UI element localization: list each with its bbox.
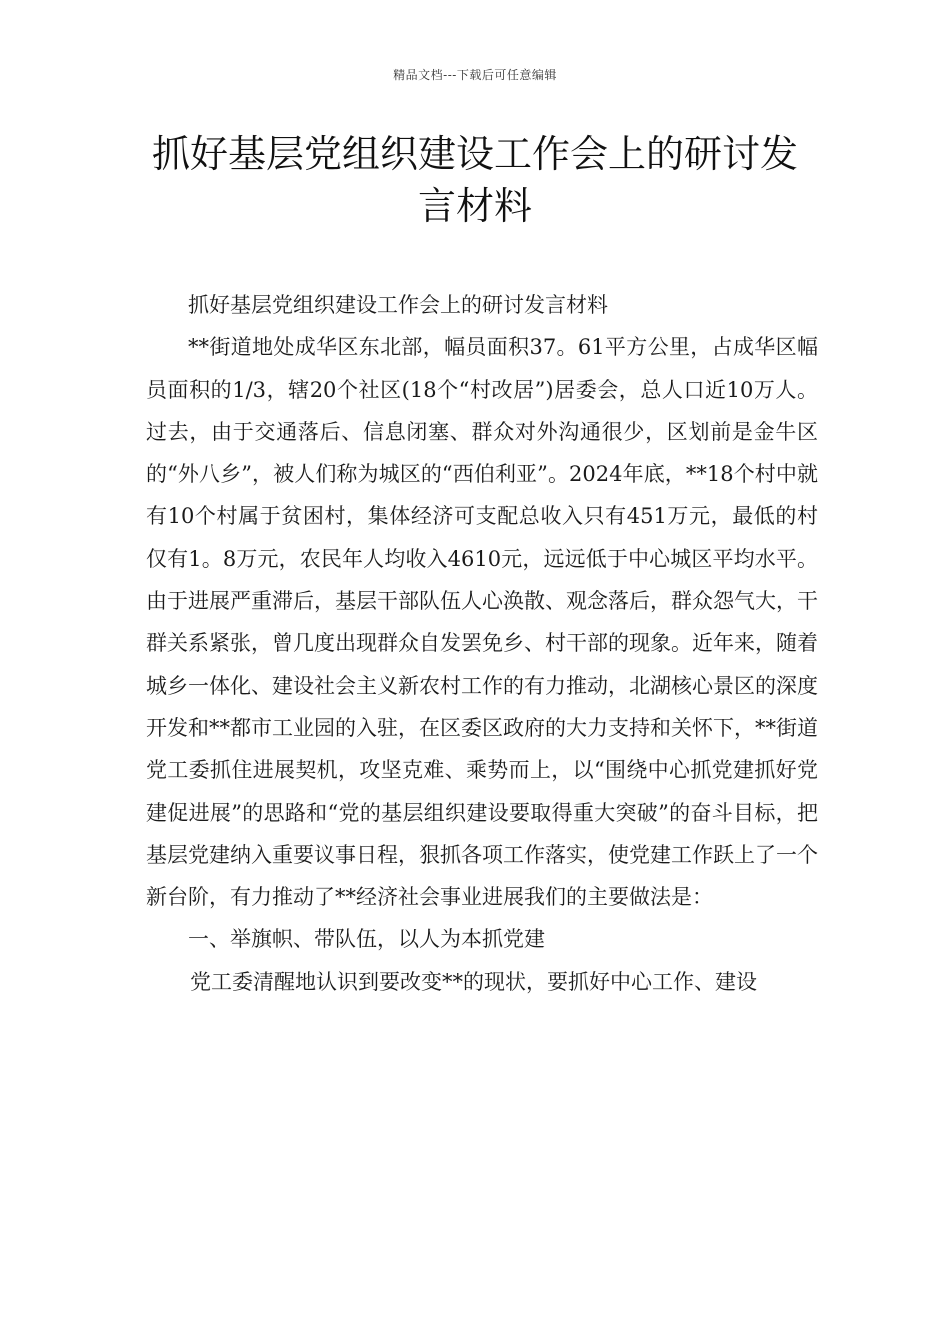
subtitle-paragraph: 抓好基层党组织建设工作会上的研讨发言材料 — [188, 293, 608, 317]
document-body — [146, 284, 818, 1003]
section-heading: 一、举旗帜、带队伍，以人为本抓党建 — [188, 927, 545, 952]
document-title: 抓好基层党组织建设工作会上的研讨发言材料 — [151, 132, 798, 228]
section-paragraph: 党工委清醒地认识到要改变**的现状，要抓好中心工作、建设 — [190, 969, 757, 994]
intro-paragraph: **街道地处成华区东北部，幅员面积37。61平方公里，占成华区幅员面积的1/3，辖20个社区(18个“村改居”)居委会，总人口近10万人。过去，由于交通落后、信息闭塞、群众对外沟通很少，区划前是金牛区的“外八乡”，被人们称为城区的“西伯利亚”。2024年底，**18个村中就有10个村属于贫困村，集体经济可支配总收入只有451万元，最低的村仅有1。8万元，农民年人均收入4610元，远远低于中心城区平均水平。由于进展严重滞后，基层干部队伍人心涣散、观念落后，群众怨气大，干群关系紧张，曾几度出现群众自发罢免乡、村干部的现象。近年来，随着城乡一体化、建设社会主义新农村工作的有力推动，北湖核心景区的深度开发和**都市工业园的入驻，在区委区政府的大力支持和关怀下，**街道党工委抓住进展契机，攻坚克难、乘势而上，以“围绕中心抓党建抓好党建促进展”的思路和“党的基层组织建设要取得重大突破”的奋斗目标，把基层党建纳入重要议事日程，狠抓各项工作落实，使党建工作跃上了一个新台阶，有力推动了**经济社会事业进展我们的主要做法是： — [146, 335, 818, 910]
page-header-note: 精品文档---下载后可任意编辑 — [393, 68, 557, 82]
